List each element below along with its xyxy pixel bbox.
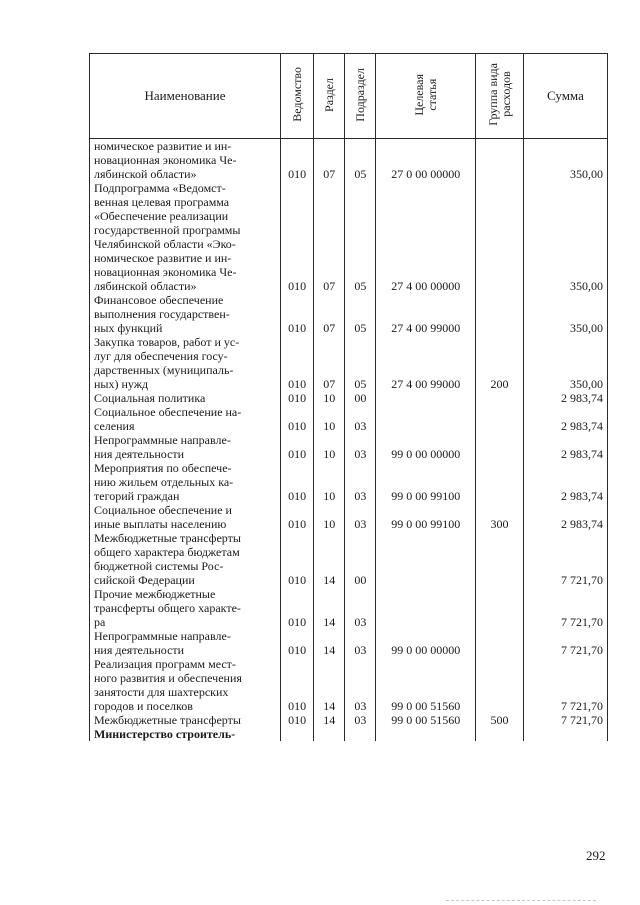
cell-podrazdel [345, 727, 376, 741]
cell-celevaya [376, 391, 476, 405]
table-row [90, 139, 608, 182]
cell-celevaya: 27 4 00 99000 [376, 293, 476, 335]
cell-celevaya: 99 0 00 51560 [376, 657, 476, 713]
cell-gruppa [476, 181, 524, 293]
cell-vedomstvo: 010 [281, 293, 314, 335]
table-row [90, 727, 608, 741]
cell-summa: 2 983,74 [523, 405, 607, 433]
cell-gruppa: 200 [476, 335, 524, 391]
cell-razdel: 07 [314, 293, 345, 335]
cell-razdel: 10 [314, 503, 345, 531]
cell-name: Непрограммные направле- ния деятельности [90, 629, 281, 657]
cell-vedomstvo: 010 [281, 335, 314, 391]
header-gruppa-cell [476, 54, 524, 139]
cell-gruppa [476, 391, 524, 405]
cell-podrazdel: 05 [345, 293, 376, 335]
scan-artifact-line [446, 900, 596, 903]
cell-name: Социальное обеспечение и иные выплаты населению [90, 503, 281, 531]
cell-razdel: 07 [314, 335, 345, 391]
cell-podrazdel: 03 [345, 629, 376, 657]
header-summa: Сумма [523, 54, 607, 139]
budget-table [89, 53, 608, 741]
cell-name: Социальное обеспечение на- селения [90, 405, 281, 433]
table-row [90, 657, 608, 713]
cell-summa: 350,00 [523, 335, 607, 391]
table-row [90, 503, 608, 531]
cell-podrazdel: 00 [345, 531, 376, 587]
cell-name: Межбюджетные трансферты общего характера бюджетам бюджетной системы Рос- сийской Федерации [90, 531, 281, 587]
cell-podrazdel: 05 [345, 139, 376, 182]
cell-razdel: 10 [314, 391, 345, 405]
cell-gruppa [476, 433, 524, 461]
cell-name: Межбюджетные трансферты [90, 713, 281, 727]
cell-razdel: 07 [314, 181, 345, 293]
header-podrazdel-cell [345, 54, 376, 139]
table-row [90, 461, 608, 503]
cell-podrazdel: 03 [345, 503, 376, 531]
cell-celevaya: 99 0 00 00000 [376, 629, 476, 657]
cell-razdel [314, 727, 345, 741]
cell-vedomstvo: 010 [281, 405, 314, 433]
table-row [90, 433, 608, 461]
cell-podrazdel: 05 [345, 181, 376, 293]
cell-razdel: 14 [314, 713, 345, 727]
page-number: 292 [586, 848, 606, 863]
cell-razdel: 14 [314, 629, 345, 657]
cell-name: Подпрограмма «Ведомст- венная целевая программа «Обеспечение реализации государственной программы Челябинской области «Эко- номическое развитие и ин- новационная экономика Че- лябинской области» [90, 181, 281, 293]
cell-podrazdel: 03 [345, 461, 376, 503]
cell-celevaya: 99 0 00 00000 [376, 433, 476, 461]
cell-celevaya: 27 4 00 00000 [376, 181, 476, 293]
cell-vedomstvo: 010 [281, 391, 314, 405]
cell-razdel: 07 [314, 139, 345, 182]
cell-gruppa [476, 587, 524, 629]
cell-celevaya: 99 0 00 99100 [376, 503, 476, 531]
cell-name: Финансовое обеспечение выполнения государствен- ных функций [90, 293, 281, 335]
cell-name: Социальная политика [90, 391, 281, 405]
table-row [90, 531, 608, 587]
cell-razdel: 10 [314, 405, 345, 433]
table-row [90, 587, 608, 629]
cell-razdel: 10 [314, 461, 345, 503]
cell-vedomstvo [281, 727, 314, 741]
table-row [90, 293, 608, 335]
header-celevaya-cell [376, 54, 476, 139]
cell-name: Министерство строитель- [90, 727, 281, 741]
cell-vedomstvo: 010 [281, 139, 314, 182]
cell-gruppa [476, 139, 524, 182]
header-podrazdel: Подраздел [352, 67, 367, 122]
cell-podrazdel: 03 [345, 405, 376, 433]
cell-summa: 7 721,70 [523, 713, 607, 727]
cell-gruppa: 300 [476, 503, 524, 531]
cell-vedomstvo: 010 [281, 629, 314, 657]
cell-gruppa [476, 293, 524, 335]
cell-vedomstvo: 010 [281, 181, 314, 293]
cell-name: Непрограммные направле- ния деятельности [90, 433, 281, 461]
cell-summa: 2 983,74 [523, 503, 607, 531]
table-body [90, 139, 608, 742]
cell-razdel: 10 [314, 433, 345, 461]
header-razdel-cell [314, 54, 345, 139]
cell-celevaya: 99 0 00 99100 [376, 461, 476, 503]
cell-razdel: 14 [314, 587, 345, 629]
cell-vedomstvo: 010 [281, 461, 314, 503]
table-row [90, 391, 608, 405]
cell-gruppa [476, 629, 524, 657]
cell-celevaya [376, 587, 476, 629]
table-row [90, 629, 608, 657]
header-vedomstvo-cell [281, 54, 314, 139]
header-celevaya: Целевая статья [411, 73, 439, 116]
cell-summa: 7 721,70 [523, 531, 607, 587]
cell-celevaya [376, 727, 476, 741]
cell-vedomstvo: 010 [281, 503, 314, 531]
cell-razdel: 14 [314, 531, 345, 587]
table-header-row [90, 54, 608, 139]
cell-summa: 350,00 [523, 293, 607, 335]
header-name: Наименование [90, 54, 281, 139]
cell-name: Мероприятия по обеспече- нию жильем отдельных ка- тегорий граждан [90, 461, 281, 503]
cell-summa: 350,00 [523, 139, 607, 182]
cell-name: Реализация программ мест- ного развития и обеспечения занятости для шахтерских городов и поселков [90, 657, 281, 713]
table-row [90, 713, 608, 727]
cell-celevaya [376, 405, 476, 433]
cell-podrazdel: 05 [345, 335, 376, 391]
cell-celevaya: 27 0 00 00000 [376, 139, 476, 182]
cell-gruppa [476, 657, 524, 713]
cell-summa [523, 727, 607, 741]
cell-summa: 7 721,70 [523, 657, 607, 713]
cell-podrazdel: 03 [345, 657, 376, 713]
cell-gruppa [476, 461, 524, 503]
cell-vedomstvo: 010 [281, 587, 314, 629]
cell-name: Прочие межбюджетные трансферты общего характе- ра [90, 587, 281, 629]
cell-celevaya [376, 531, 476, 587]
cell-podrazdel: 03 [345, 587, 376, 629]
table-row [90, 335, 608, 391]
cell-summa: 2 983,74 [523, 433, 607, 461]
cell-summa: 7 721,70 [523, 587, 607, 629]
table-row [90, 181, 608, 293]
cell-gruppa [476, 727, 524, 741]
cell-gruppa [476, 405, 524, 433]
cell-summa: 7 721,70 [523, 629, 607, 657]
cell-podrazdel: 03 [345, 713, 376, 727]
cell-gruppa [476, 531, 524, 587]
cell-podrazdel: 00 [345, 391, 376, 405]
header-razdel: Раздел [321, 77, 336, 112]
header-vedomstvo: Ведомство [289, 67, 304, 122]
cell-name: номическое развитие и ин- новационная экономика Че- лябинской области» [90, 139, 281, 182]
cell-name: Закупка товаров, работ и ус- луг для обеспечения госу- дарственных (муниципаль- ных) нужд [90, 335, 281, 391]
cell-summa: 350,00 [523, 181, 607, 293]
cell-summa: 2 983,74 [523, 461, 607, 503]
cell-celevaya: 99 0 00 51560 [376, 713, 476, 727]
cell-gruppa: 500 [476, 713, 524, 727]
cell-vedomstvo: 010 [281, 433, 314, 461]
table-row [90, 405, 608, 433]
cell-vedomstvo: 010 [281, 531, 314, 587]
cell-vedomstvo: 010 [281, 713, 314, 727]
cell-summa: 2 983,74 [523, 391, 607, 405]
cell-razdel: 14 [314, 657, 345, 713]
cell-vedomstvo: 010 [281, 657, 314, 713]
cell-podrazdel: 03 [345, 433, 376, 461]
header-gruppa: Группа вида расходов [485, 63, 513, 126]
cell-celevaya: 27 4 00 99000 [376, 335, 476, 391]
